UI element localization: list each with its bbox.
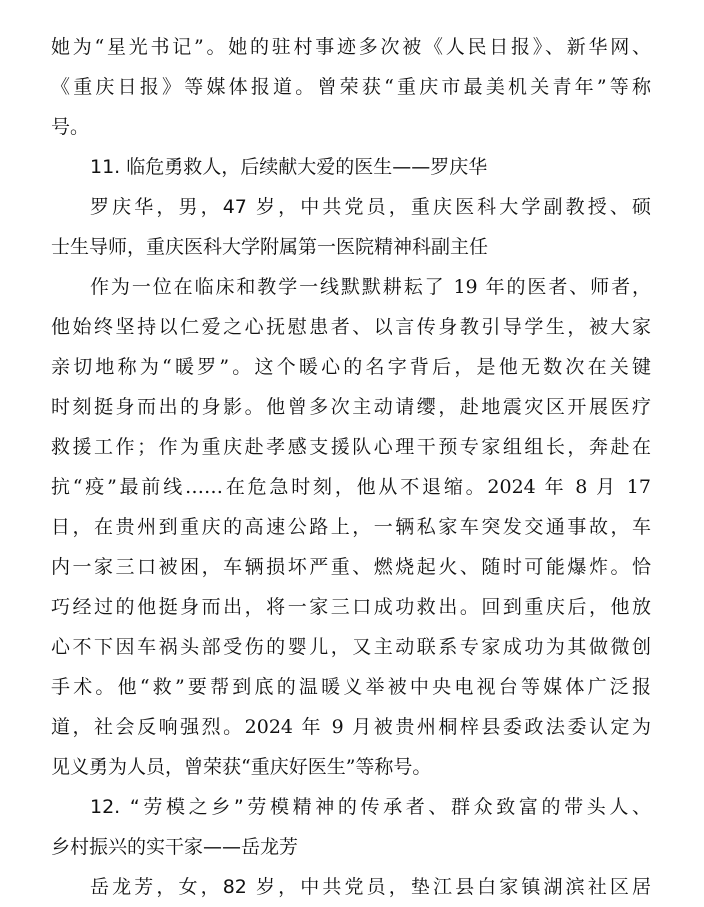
text-line: 作为一位在临床和教学一线默默耕耘了 19 年的医者、师者， <box>90 276 651 298</box>
section-heading: 乡村振兴的实干家——岳龙芳 <box>51 836 299 858</box>
text-line: 时刻挺身而出的身影。他曾多次主动请缨，赴地震灾区开展医疗 <box>51 396 651 418</box>
text-line: 日，在贵州到重庆的高速公路上，一辆私家车突发交通事故，车 <box>51 516 651 538</box>
section-heading: 11. 临危勇救人，后续献大爱的医生——罗庆华 <box>90 156 488 178</box>
section-heading: 12. “劳模之乡”劳模精神的传承者、群众致富的带头人、 <box>90 796 651 818</box>
text-line: 罗庆华，男，47 岁，中共党员，重庆医科大学副教授、硕 <box>90 196 651 218</box>
text-line: 《重庆日报》等媒体报道。曾荣获“重庆市最美机关青年”等称 <box>51 76 651 98</box>
text-line: 巧经过的他挺身而出，将一家三口成功救出。回到重庆后，他放 <box>51 596 651 618</box>
text-line: 手术。他“救”要帮到底的温暖义举被中央电视台等媒体广泛报 <box>51 676 651 698</box>
text-line: 号。 <box>51 116 90 138</box>
text-line: 他始终坚持以仁爱之心抚慰患者、以言传身教引导学生，被大家 <box>51 316 651 338</box>
text-line: 抗“疫”最前线……在危急时刻，他从不退缩。2024 年 8 月 17 <box>51 476 651 498</box>
text-line: 岳龙芳，女，82 岁，中共党员，垫江县白家镇湖滨社区居 <box>90 876 651 898</box>
text-line: 她为“星光书记”。她的驻村事迹多次被《人民日报》、新华网、 <box>51 36 651 58</box>
text-line: 士生导师，重庆医科大学附属第一医院精神科副主任 <box>51 236 489 258</box>
text-line: 亲切地称为“暖罗”。这个暖心的名字背后，是他无数次在关键 <box>51 356 651 378</box>
text-line: 见义勇为人员，曾荣获“重庆好医生”等称号。 <box>51 756 432 778</box>
text-line: 心不下因车祸头部受伤的婴儿，又主动联系专家成功为其做微创 <box>51 636 651 658</box>
text-line: 内一家三口被困，车辆损坏严重、燃烧起火、随时可能爆炸。恰 <box>51 556 651 578</box>
text-line: 救援工作；作为重庆赴孝感支援队心理干预专家组组长，奔赴在 <box>51 436 651 458</box>
text-line: 道，社会反响强烈。2024 年 9 月被贵州桐梓县委政法委认定为 <box>51 716 651 738</box>
